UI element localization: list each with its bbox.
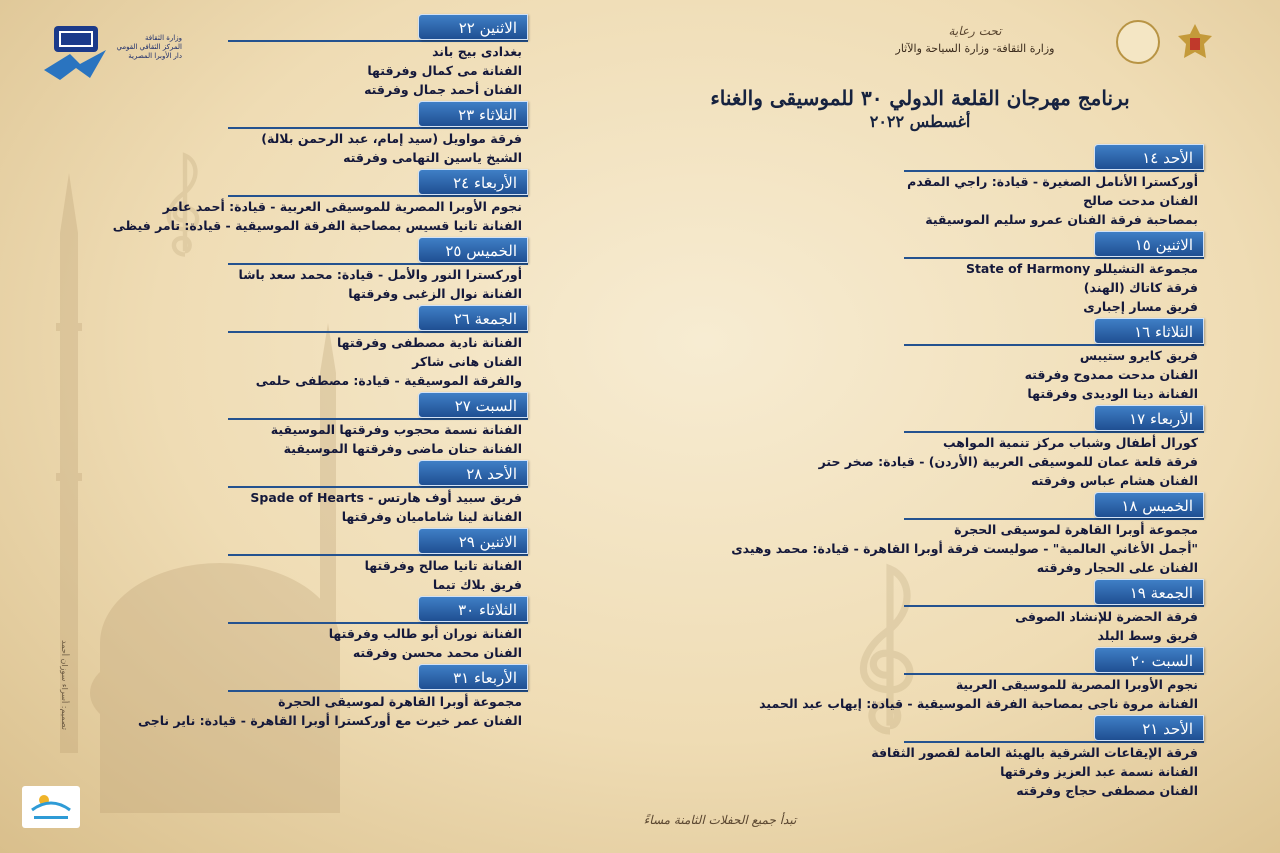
performer-line: والفرقة الموسيقية - قيادة: مصطفى حلمى: [255, 373, 522, 388]
performer-line: فرقة الإيقاعات الشرقية بالهيئة العامة لقصور الثقافة: [871, 745, 1198, 760]
performer-line: مجموعة التشيللو State of Harmony: [965, 261, 1198, 276]
day-block: [58, 169, 528, 235]
day-label: الأحد ٢١: [1094, 715, 1204, 741]
schedule-column-left: [58, 14, 528, 732]
footer-note: تبدأ جميع الحفلات الثامنة مساءً: [643, 813, 797, 827]
performer-line: الفنانة لينا شاماميان وفرقتها: [341, 509, 522, 524]
performer-line: فريق وسط البلد: [1097, 628, 1198, 643]
day-header: [58, 237, 528, 265]
performer-line: الفنانة تانيا قسيس بمصاحبة الفرقة الموسيقية - قيادة: تامر فيظى: [112, 218, 522, 233]
day-block: [58, 101, 528, 167]
schedule-column-right: [731, 144, 1204, 802]
day-header: [58, 169, 528, 197]
performer-line: فريق كايرو ستيبس: [1079, 348, 1198, 363]
day-block: [58, 596, 528, 662]
performer-line: الفنان على الحجار وفرقته: [1036, 560, 1198, 575]
day-header: [734, 647, 1204, 675]
day-block: [58, 460, 528, 526]
opera-logo-text: وزارة الثقافة المركز الثقافي القومي دار الأوبرا المصرية: [116, 34, 182, 60]
day-block: [58, 664, 528, 730]
day-label: الخميس ٢٥: [418, 237, 528, 263]
day-header: [58, 460, 528, 488]
day-label: الأربعاء ٢٤: [418, 169, 528, 195]
day-label: السبت ٢٠: [1094, 647, 1204, 673]
performer-line: بمصاحبة فرقة الفنان عمرو سليم الموسيقية: [925, 212, 1198, 227]
day-block: [58, 237, 528, 303]
performer-line: الفنان مدحت صالح: [1083, 193, 1198, 208]
day-label: الثلاثاء ٢٣: [418, 101, 528, 127]
day-block: [734, 715, 1204, 800]
performer-line: نجوم الأوبرا المصرية للموسيقى العربية - قيادة: أحمد عامر: [162, 199, 522, 214]
patronage-label: تحت رعاية: [948, 24, 1002, 38]
day-header: [734, 405, 1204, 433]
day-block: [734, 318, 1204, 403]
day-block: [734, 144, 1204, 229]
ministries-label: وزارة الثقافة- وزارة السياحة والآثار: [895, 42, 1055, 55]
performer-line: بغدادى بيج باند: [432, 44, 522, 59]
designer-credit: تصميم: أسراء سوزان أحمد: [60, 640, 69, 730]
performer-line: فرقة قلعة عمان للموسيقى العربية (الأردن) - قيادة: صخر حتر: [818, 454, 1198, 469]
performer-line: فرقة الحضرة للإنشاد الصوفى: [1015, 609, 1198, 624]
day-label: الجمعة ١٩: [1094, 579, 1204, 605]
day-label: الثلاثاء ١٦: [1094, 318, 1204, 344]
performer-line: كورال أطفال وشباب مركز تنمية المواهب: [942, 435, 1198, 450]
performer-line: فريق سبيد أوف هارتس - Spade of Hearts: [250, 490, 522, 505]
day-header: [58, 664, 528, 692]
egypt-eagle-emblem-icon: [1176, 20, 1214, 64]
day-header: [734, 231, 1204, 259]
performer-line: الفنانة نسمة محجوب وفرقتها الموسيقية: [270, 422, 522, 437]
performer-line: الفنانة نادية مصطفى وفرقتها: [336, 335, 522, 350]
day-label: السبت ٢٧: [418, 392, 528, 418]
day-label: الجمعة ٢٦: [418, 305, 528, 331]
performer-line: أوركسترا النور والأمل - قيادة: محمد سعد باشا: [238, 267, 522, 282]
day-label: الخميس ١٨: [1094, 492, 1204, 518]
performer-line: الفنانة نوران أبو طالب وفرقتها: [328, 626, 522, 641]
performer-line: الفنان محمد محسن وفرقته: [352, 645, 522, 660]
page-title: برنامج مهرجان القلعة الدولي ٣٠ للموسيقى والغناء: [710, 86, 1130, 110]
performer-line: الفنانة دينا الوديدى وفرقتها: [1027, 386, 1198, 401]
performer-line: الفنانة مى كمال وفرقتها: [367, 63, 522, 78]
day-block: [734, 231, 1204, 316]
day-block: [734, 579, 1204, 645]
day-header: [58, 596, 528, 624]
performer-line: فريق مسار إجبارى: [1083, 299, 1198, 314]
day-label: الاثنين ١٥: [1094, 231, 1204, 257]
day-header: [58, 528, 528, 556]
day-header: [734, 579, 1204, 607]
performer-line: الفنانة حنان ماضى وفرقتها الموسيقية: [283, 441, 522, 456]
performer-line: مجموعة أوبرا القاهرة لموسيقى الحجرة: [954, 522, 1198, 537]
performer-line: "أجمل الأغاني العالمية" - صوليست فرقة أوبرا القاهرة - قيادة: محمد وهيدى: [731, 541, 1198, 556]
performer-line: الفنان أحمد جمال وفرقته: [364, 82, 522, 97]
performer-line: الفنانة نسمة عبد العزيز وفرقتها: [1000, 764, 1198, 779]
day-label: الأربعاء ٣١: [418, 664, 528, 690]
day-label: الاثنين ٢٩: [418, 528, 528, 554]
performer-line: الفنان عمر خيرت مع أوركسترا أوبرا القاهرة - قيادة: ناير ناجى: [138, 713, 522, 728]
sponsor-badge: [22, 786, 80, 828]
performer-line: الفنان مدحت ممدوح وفرقته: [1024, 367, 1198, 382]
day-block: [58, 305, 528, 390]
sponsor-logo-icon: [22, 786, 80, 828]
performer-line: فرقة كاتاك (الهند): [1083, 280, 1198, 295]
performer-line: نجوم الأوبرا المصرية للموسيقى العربية: [955, 677, 1198, 692]
day-label: الأحد ١٤: [1094, 144, 1204, 170]
day-block: [58, 392, 528, 458]
day-block: [731, 492, 1204, 577]
performer-line: أوركسترا الأنامل الصغيرة - قيادة: راجي المقدم: [907, 174, 1198, 189]
performer-line: فرقة مواويل (سيد إمام، عبد الرحمن بلالة): [261, 131, 522, 146]
day-block: [58, 528, 528, 594]
day-header: [58, 14, 528, 42]
page-subtitle: أغسطس ٢٠٢٢: [869, 112, 971, 131]
day-block: [58, 14, 528, 99]
day-header: [734, 715, 1204, 743]
day-header: [58, 305, 528, 333]
day-label: الثلاثاء ٣٠: [418, 596, 528, 622]
performer-line: الفنان هانى شاكر: [412, 354, 522, 369]
day-block: [734, 647, 1204, 713]
day-header: [58, 101, 528, 129]
performer-line: الفنان هشام عباس وفرقته: [1031, 473, 1198, 488]
day-label: الاثنين ٢٢: [418, 14, 528, 40]
performer-line: الفنانة تانيا صالح وفرقتها: [364, 558, 522, 573]
day-header: [734, 144, 1204, 172]
performer-line: مجموعة أوبرا القاهرة لموسيقى الحجرة: [278, 694, 522, 709]
performer-line: الشيخ ياسين التهامى وفرقته: [343, 150, 522, 165]
ministry-seal-icon: [1116, 20, 1160, 64]
day-label: الأربعاء ١٧: [1094, 405, 1204, 431]
day-header: [734, 492, 1204, 520]
day-block: [734, 405, 1204, 490]
day-header: [734, 318, 1204, 346]
performer-line: الفنان مصطفى حجاج وفرقته: [1016, 783, 1198, 798]
patronage-block: [840, 24, 1110, 55]
day-label: الأحد ٢٨: [418, 460, 528, 486]
performer-line: الفنانة نوال الزغبى وفرقتها: [348, 286, 522, 301]
day-header: [58, 392, 528, 420]
performer-line: الفنانة مروة ناجى بمصاحبة الفرقة الموسيقية - قيادة: إيهاب عبد الحميد: [759, 696, 1198, 711]
performer-line: فريق بلاك تيما: [432, 577, 522, 592]
